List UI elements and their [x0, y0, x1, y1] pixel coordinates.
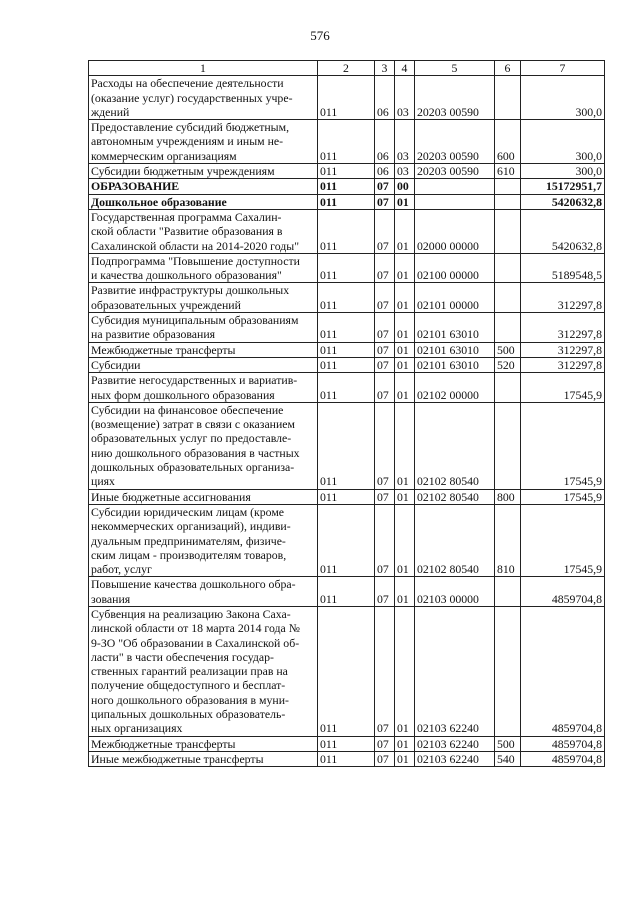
row-code-admin: 011 [318, 577, 375, 607]
row-code-expense-type: 520 [495, 357, 521, 372]
header-cell: 1 [89, 61, 318, 76]
table-row [89, 179, 605, 194]
row-code-section: 07 [375, 342, 395, 357]
row-code-target [415, 179, 495, 194]
table-row [89, 489, 605, 504]
header-cell: 5 [415, 61, 495, 76]
row-amount: 17545,9 [521, 373, 605, 403]
row-code-subsection: 01 [395, 209, 415, 253]
row-amount: 312297,8 [521, 283, 605, 313]
header-cell: 6 [495, 61, 521, 76]
row-code-target: 02102 00000 [415, 373, 495, 403]
table-row [89, 313, 605, 343]
row-amount: 17545,9 [521, 402, 605, 489]
row-code-subsection: 01 [395, 751, 415, 766]
row-code-subsection: 01 [395, 489, 415, 504]
row-amount: 4859704,8 [521, 606, 605, 736]
row-name: Субсидии на финансовое обеспечение (возмещение) затрат в связи с оказанием образовательных услуг по предоставле- нию дошкольного образования в частных дошкольных образовательных организа- циях [89, 402, 318, 489]
row-code-admin: 011 [318, 606, 375, 736]
row-code-section: 06 [375, 120, 395, 164]
row-code-subsection: 01 [395, 606, 415, 736]
row-code-admin: 011 [318, 283, 375, 313]
row-code-admin: 011 [318, 373, 375, 403]
row-name: Дошкольное образование [89, 194, 318, 209]
row-code-expense-type: 610 [495, 164, 521, 179]
row-name: Государственная программа Сахалин- ской области "Развитие образования в Сахалинской области на 2014-2020 годы" [89, 209, 318, 253]
row-code-section: 07 [375, 373, 395, 403]
row-amount: 300,0 [521, 76, 605, 120]
row-code-subsection: 03 [395, 120, 415, 164]
header-cell: 4 [395, 61, 415, 76]
table-row [89, 342, 605, 357]
row-code-expense-type [495, 76, 521, 120]
row-code-admin: 011 [318, 357, 375, 372]
row-name: Межбюджетные трансферты [89, 736, 318, 751]
row-code-target: 02102 80540 [415, 504, 495, 576]
row-code-admin: 011 [318, 253, 375, 283]
row-code-target: 02103 62240 [415, 736, 495, 751]
row-code-subsection: 01 [395, 402, 415, 489]
table-row [89, 577, 605, 607]
row-amount: 17545,9 [521, 489, 605, 504]
row-code-expense-type: 810 [495, 504, 521, 576]
row-code-target: 20203 00590 [415, 120, 495, 164]
row-code-target: 02101 63010 [415, 357, 495, 372]
row-code-expense-type [495, 606, 521, 736]
row-code-subsection: 00 [395, 179, 415, 194]
row-code-admin: 011 [318, 76, 375, 120]
row-name: Предоставление субсидий бюджетным, автономным учреждениям и иным не- коммерческим организациям [89, 120, 318, 164]
row-code-subsection: 03 [395, 76, 415, 120]
row-code-target: 02102 80540 [415, 489, 495, 504]
row-code-subsection: 01 [395, 313, 415, 343]
row-code-section: 07 [375, 194, 395, 209]
row-code-section: 07 [375, 736, 395, 751]
header-cell: 7 [521, 61, 605, 76]
row-amount: 4859704,8 [521, 751, 605, 766]
row-name: ОБРАЗОВАНИЕ [89, 179, 318, 194]
row-code-target: 02101 63010 [415, 342, 495, 357]
row-code-expense-type [495, 194, 521, 209]
row-code-expense-type [495, 313, 521, 343]
row-code-section: 07 [375, 751, 395, 766]
row-code-target: 02000 00000 [415, 209, 495, 253]
row-code-section: 07 [375, 577, 395, 607]
row-code-subsection: 01 [395, 253, 415, 283]
row-amount: 312297,8 [521, 357, 605, 372]
row-code-admin: 011 [318, 504, 375, 576]
table-row [89, 283, 605, 313]
row-code-target: 02101 00000 [415, 283, 495, 313]
row-code-section: 07 [375, 402, 395, 489]
table-row [89, 736, 605, 751]
row-code-admin: 011 [318, 342, 375, 357]
row-code-expense-type [495, 402, 521, 489]
row-name: Иные бюджетные ассигнования [89, 489, 318, 504]
row-code-expense-type [495, 209, 521, 253]
table-row [89, 120, 605, 164]
table-row [89, 402, 605, 489]
row-code-section: 07 [375, 209, 395, 253]
table-row [89, 373, 605, 403]
row-code-section: 07 [375, 489, 395, 504]
row-amount: 300,0 [521, 164, 605, 179]
row-code-section: 07 [375, 253, 395, 283]
row-code-expense-type: 800 [495, 489, 521, 504]
row-code-subsection: 01 [395, 342, 415, 357]
table-row [89, 164, 605, 179]
row-code-admin: 011 [318, 313, 375, 343]
row-code-target: 02101 63010 [415, 313, 495, 343]
row-name: Субсидии [89, 357, 318, 372]
row-amount: 17545,9 [521, 504, 605, 576]
table-row [89, 253, 605, 283]
row-code-admin: 011 [318, 751, 375, 766]
row-code-section: 07 [375, 357, 395, 372]
row-code-target: 02102 80540 [415, 402, 495, 489]
row-name: Расходы на обеспечение деятельности (оказание услуг) государственных учре- ждений [89, 76, 318, 120]
row-code-section: 06 [375, 76, 395, 120]
row-code-target [415, 194, 495, 209]
page-number: 576 [310, 28, 330, 43]
row-code-target: 02103 00000 [415, 577, 495, 607]
row-code-subsection: 01 [395, 283, 415, 313]
row-code-section: 06 [375, 164, 395, 179]
row-code-expense-type [495, 373, 521, 403]
row-code-subsection: 01 [395, 504, 415, 576]
row-code-admin: 011 [318, 120, 375, 164]
row-name: Развитие негосударственных и вариатив- ных форм дошкольного образования [89, 373, 318, 403]
row-code-subsection: 03 [395, 164, 415, 179]
row-code-subsection: 01 [395, 577, 415, 607]
table-row [89, 504, 605, 576]
row-code-target: 20203 00590 [415, 76, 495, 120]
row-code-section: 07 [375, 313, 395, 343]
row-code-admin: 011 [318, 489, 375, 504]
header-cell: 2 [318, 61, 375, 76]
header-cell: 3 [375, 61, 395, 76]
table-row [89, 751, 605, 766]
row-name: Повышение качества дошкольного обра- зования [89, 577, 318, 607]
row-code-target: 20203 00590 [415, 164, 495, 179]
row-code-target: 02103 62240 [415, 751, 495, 766]
row-code-section: 07 [375, 283, 395, 313]
row-name: Субсидии бюджетным учреждениям [89, 164, 318, 179]
row-code-subsection: 01 [395, 736, 415, 751]
row-code-expense-type: 540 [495, 751, 521, 766]
row-code-subsection: 01 [395, 357, 415, 372]
row-code-section: 07 [375, 179, 395, 194]
row-amount: 312297,8 [521, 342, 605, 357]
row-amount: 312297,8 [521, 313, 605, 343]
row-code-expense-type [495, 577, 521, 607]
table-row [89, 76, 605, 120]
row-code-admin: 011 [318, 736, 375, 751]
row-amount: 4859704,8 [521, 736, 605, 751]
row-code-admin: 011 [318, 179, 375, 194]
row-name: Иные межбюджетные трансферты [89, 751, 318, 766]
table-row [89, 357, 605, 372]
row-code-admin: 011 [318, 209, 375, 253]
row-name: Субвенция на реализацию Закона Саха- линской области от 18 марта 2014 года № 9-ЗО "Об образовании в Сахалинской об- ласти" в части обеспечения государ- ственных гарантий реализации прав на получение общедоступного и бесплат- ного дошкольного образования в муни- ципальных дошкольных образователь- ных организациях [89, 606, 318, 736]
row-name: Подпрограмма "Повышение доступности и качества дошкольного образования" [89, 253, 318, 283]
row-amount: 4859704,8 [521, 577, 605, 607]
table-row [89, 209, 605, 253]
row-code-expense-type: 600 [495, 120, 521, 164]
row-code-expense-type [495, 179, 521, 194]
row-code-admin: 011 [318, 194, 375, 209]
row-amount: 5420632,8 [521, 194, 605, 209]
row-code-section: 07 [375, 606, 395, 736]
row-code-admin: 011 [318, 402, 375, 489]
row-name: Субсидия муниципальным образованиям на развитие образования [89, 313, 318, 343]
row-code-subsection: 01 [395, 373, 415, 403]
row-name: Субсидии юридическим лицам (кроме некоммерческих организаций), индиви- дуальным предпринимателям, физиче- ским лицам - производителям товаров, работ, услуг [89, 504, 318, 576]
row-amount: 5189548,5 [521, 253, 605, 283]
row-code-expense-type [495, 253, 521, 283]
row-code-target: 02100 00000 [415, 253, 495, 283]
row-code-expense-type: 500 [495, 736, 521, 751]
table-row [89, 606, 605, 736]
budget-table [88, 60, 605, 767]
row-amount: 5420632,8 [521, 209, 605, 253]
header-row [89, 61, 605, 76]
row-code-subsection: 01 [395, 194, 415, 209]
row-code-admin: 011 [318, 164, 375, 179]
row-code-expense-type: 500 [495, 342, 521, 357]
row-name: Развитие инфраструктуры дошкольных образовательных учреждений [89, 283, 318, 313]
row-code-expense-type [495, 283, 521, 313]
row-code-section: 07 [375, 504, 395, 576]
row-code-target: 02103 62240 [415, 606, 495, 736]
row-amount: 300,0 [521, 120, 605, 164]
row-amount: 15172951,7 [521, 179, 605, 194]
row-name: Межбюджетные трансферты [89, 342, 318, 357]
table-row [89, 194, 605, 209]
